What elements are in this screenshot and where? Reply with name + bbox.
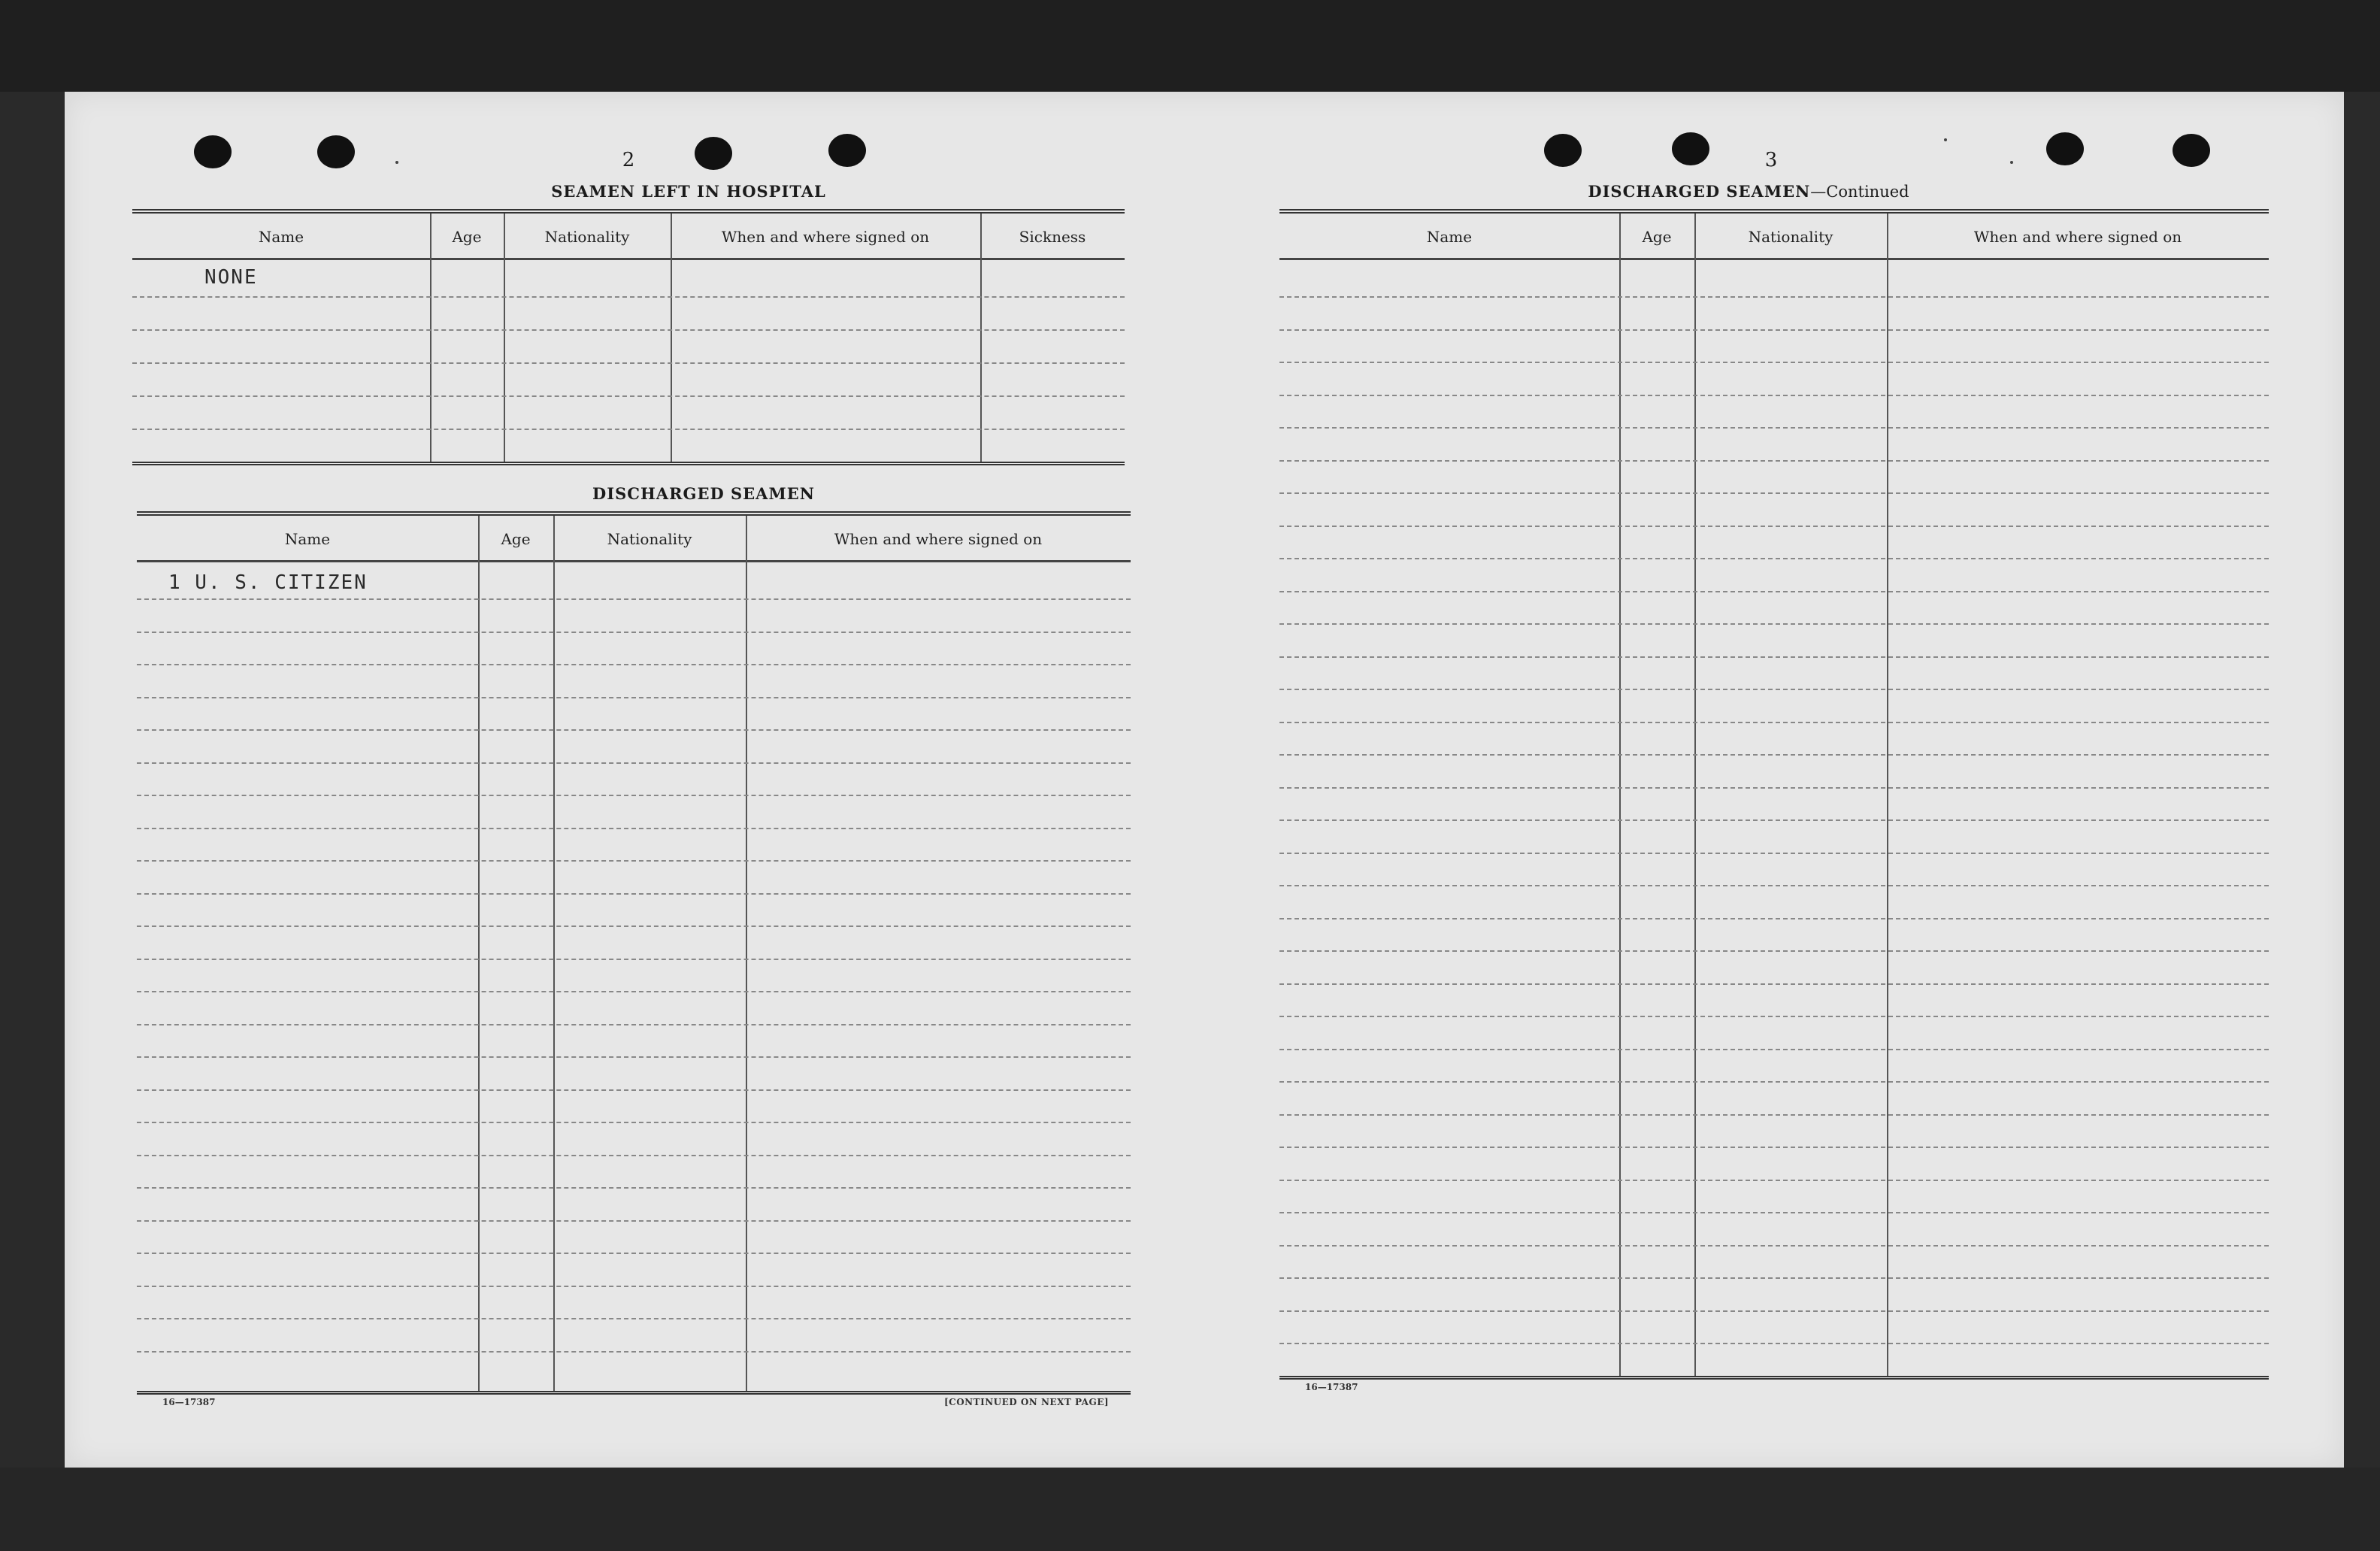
row-line [137, 1351, 1131, 1353]
row-line [137, 598, 1131, 600]
column-divider [671, 214, 672, 462]
column-divider [1694, 214, 1696, 1376]
row-line [1279, 526, 2269, 527]
row-line [137, 1220, 1131, 1222]
column-header-nationality: Nationality [1694, 214, 1887, 260]
row-line [137, 1155, 1131, 1156]
row-line [1279, 623, 2269, 625]
paper-speck [395, 161, 398, 164]
row-line [137, 991, 1131, 992]
row-line [1279, 689, 2269, 690]
column-divider [504, 214, 505, 462]
row-line [1279, 1245, 2269, 1247]
page-number: 2 [622, 149, 635, 171]
punch-hole [695, 137, 732, 170]
punch-hole [317, 135, 355, 168]
column-header-nationality: Nationality [553, 516, 746, 562]
row-line [1279, 853, 2269, 854]
row-line [1279, 787, 2269, 789]
row-line [137, 664, 1131, 665]
column-divider [430, 214, 431, 462]
column-header-age: Age [430, 214, 504, 260]
form-code: 16—17387 [162, 1397, 216, 1407]
column-header-name: Name [132, 214, 430, 260]
row-line [137, 1122, 1131, 1123]
section-title-suffix: —Continued [1810, 183, 1909, 201]
column-header-age: Age [1619, 214, 1694, 260]
row-line [132, 296, 1125, 298]
discharged-table [137, 511, 1131, 1395]
row-line [1279, 1310, 2269, 1312]
hospital-entry-name: NONE [204, 266, 258, 289]
row-line [137, 1089, 1131, 1091]
column-header-signed-on: When and where signed on [1887, 214, 2269, 260]
row-line [1279, 558, 2269, 559]
row-line [137, 729, 1131, 731]
row-line [1279, 395, 2269, 396]
column-divider [746, 516, 747, 1391]
row-line [1279, 362, 2269, 363]
row-line [137, 1187, 1131, 1189]
row-line [137, 1286, 1131, 1287]
row-line [1279, 329, 2269, 331]
row-line [1279, 722, 2269, 723]
row-line [1279, 1212, 2269, 1213]
row-line [1279, 885, 2269, 886]
punch-hole [2173, 134, 2210, 167]
row-line [132, 429, 1125, 430]
row-line [137, 925, 1131, 927]
row-line [1279, 1016, 2269, 1017]
column-divider [478, 516, 480, 1391]
punch-hole [2046, 132, 2084, 165]
row-line [1279, 819, 2269, 821]
punch-hole [1544, 134, 1582, 167]
row-line [1279, 296, 2269, 298]
row-line [1279, 656, 2269, 658]
scan-background-bottom [0, 1468, 2380, 1551]
page-number: 3 [1764, 149, 1778, 171]
column-header-age: Age [478, 516, 553, 562]
row-line [1279, 918, 2269, 919]
column-header-sickness: Sickness [980, 214, 1125, 260]
row-line [1279, 1147, 2269, 1148]
column-divider [1887, 214, 1888, 1376]
punch-hole [1672, 132, 1709, 165]
row-line [132, 362, 1125, 364]
column-header-name: Name [137, 516, 478, 562]
section-title-discharged: DISCHARGED SEAMEN [592, 484, 815, 503]
row-line [1279, 427, 2269, 429]
row-line [137, 860, 1131, 862]
discharged-entry-name: 1 U. S. CITIZEN [168, 571, 368, 594]
row-line [137, 959, 1131, 960]
row-line [1279, 1180, 2269, 1181]
hospital-table [132, 209, 1125, 465]
row-line [1279, 1081, 2269, 1083]
row-line [137, 828, 1131, 829]
discharged-continued-table [1279, 209, 2269, 1380]
column-header-signed-on: When and where signed on [746, 516, 1131, 562]
row-line [137, 1318, 1131, 1319]
row-line [132, 395, 1125, 397]
continued-note: [CONTINUED ON NEXT PAGE] [944, 1397, 1110, 1407]
row-line [1279, 1049, 2269, 1050]
form-code: 16—17387 [1305, 1382, 1358, 1392]
row-line [137, 632, 1131, 633]
row-line [1279, 983, 2269, 985]
column-header-nationality: Nationality [504, 214, 671, 260]
row-line [1279, 591, 2269, 592]
row-line [137, 795, 1131, 796]
row-line [1279, 492, 2269, 494]
row-line [1279, 754, 2269, 756]
column-divider [1619, 214, 1621, 1376]
row-line [1279, 1277, 2269, 1279]
row-line [137, 697, 1131, 698]
row-line [137, 1056, 1131, 1058]
column-divider [553, 516, 555, 1391]
row-line [1279, 460, 2269, 462]
scan-background-top [0, 0, 2380, 92]
row-line [132, 329, 1125, 331]
punch-hole [828, 134, 866, 167]
row-line [1279, 1343, 2269, 1344]
row-line [1279, 950, 2269, 952]
paper-speck [1944, 138, 1947, 141]
paper-speck [2010, 161, 2013, 164]
section-title-discharged-continued [1485, 182, 2012, 201]
column-header-signed-on: When and where signed on [671, 214, 980, 260]
row-line [137, 1024, 1131, 1025]
column-divider [980, 214, 982, 462]
row-line [137, 893, 1131, 895]
column-header-name: Name [1279, 214, 1619, 260]
punch-hole [194, 135, 232, 168]
section-title-hospital: SEAMEN LEFT IN HOSPITAL [551, 182, 826, 201]
section-title-main: DISCHARGED SEAMEN [1588, 182, 1811, 201]
row-line [137, 1253, 1131, 1254]
crew-list-sheet [65, 92, 2344, 1468]
row-line [137, 762, 1131, 764]
row-line [1279, 1114, 2269, 1116]
